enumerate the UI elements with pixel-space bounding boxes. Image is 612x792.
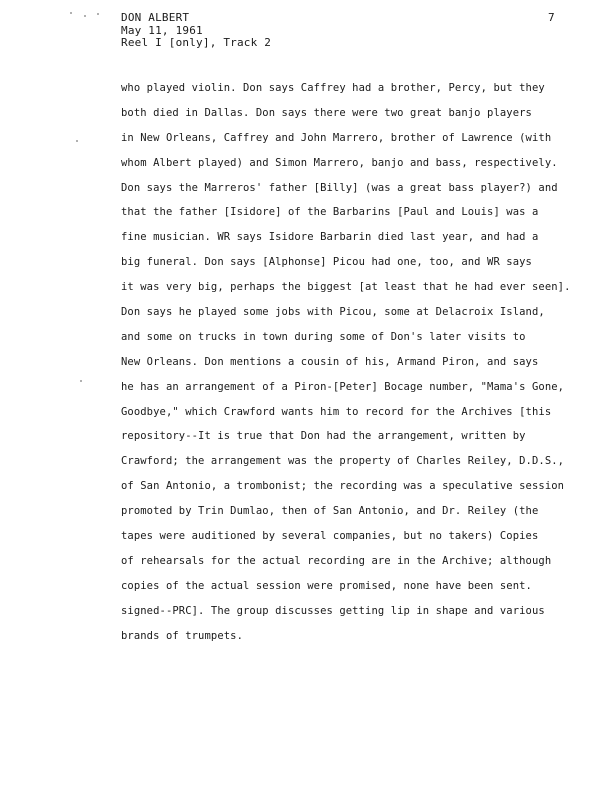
interview-date: May 11, 1961 xyxy=(121,23,203,37)
text-line: tapes were auditioned by several companies, but no takers) Copies xyxy=(121,530,539,543)
text-line: it was very big, perhaps the biggest [at least that he had ever seen]. xyxy=(121,281,571,294)
reel-track: Reel I [only], Track 2 xyxy=(121,36,272,50)
text-line: New Orleans. Don mentions a cousin of his, Armand Piron, and says xyxy=(121,355,539,368)
scan-speck xyxy=(76,140,78,142)
text-line: of rehearsals for the actual recording are in the Archive; although xyxy=(121,554,552,567)
text-line: Goodbye," which Crawford wants him to record for the Archives [this xyxy=(121,405,552,418)
text-line: Crawford; the arrangement was the property of Charles Reiley, D.D.S., xyxy=(121,455,565,468)
text-line: of San Antonio, a trombonist; the recording was a speculative session xyxy=(121,480,565,493)
text-line: big funeral. Don says [Alphonse] Picou had one, too, and WR says xyxy=(121,256,532,269)
text-line: that the father [Isidore] of the Barbarins [Paul and Louis] was a xyxy=(121,206,539,219)
text-line: brands of trumpets. xyxy=(121,629,244,642)
scan-speck xyxy=(80,380,82,382)
text-line: repository--It is true that Don had the arrangement, written by xyxy=(121,430,526,443)
text-line: and some on trucks in town during some of Don's later visits to xyxy=(121,330,526,343)
text-line: signed--PRC]. The group discusses getting lip in shape and various xyxy=(121,604,545,617)
scan-speck xyxy=(70,12,72,14)
text-line: who played violin. Don says Caffrey had a brother, Percy, but they xyxy=(121,82,545,94)
document-header xyxy=(121,12,271,50)
text-line: Don says the Marreros' father [Billy] (was a great bass player?) and xyxy=(121,181,558,194)
transcript-body xyxy=(121,76,581,648)
text-line: Don says he played some jobs with Picou, some at Delacroix Island, xyxy=(121,306,545,319)
text-line: he has an arrangement of a Piron-[Peter] Bocage number, "Mama's Gone, xyxy=(121,380,565,393)
text-line: fine musician. WR says Isidore Barbarin died last year, and had a xyxy=(121,231,539,244)
page-number: 7 xyxy=(548,11,555,24)
text-line: copies of the actual session were promised, none have been sent. xyxy=(121,579,532,592)
scan-speck xyxy=(84,15,86,17)
text-line: whom Albert played) and Simon Marrero, banjo and bass, respectively. xyxy=(121,156,558,169)
scan-speck xyxy=(97,13,99,15)
interviewee-name: DON ALBERT xyxy=(121,11,190,24)
text-line: in New Orleans, Caffrey and John Marrero, brother of Lawrence (with xyxy=(121,131,552,144)
text-line: promoted by Trin Dumlao, then of San Antonio, and Dr. Reiley (the xyxy=(121,505,539,518)
text-line: both died in Dallas. Don says there were two great banjo players xyxy=(121,106,532,119)
